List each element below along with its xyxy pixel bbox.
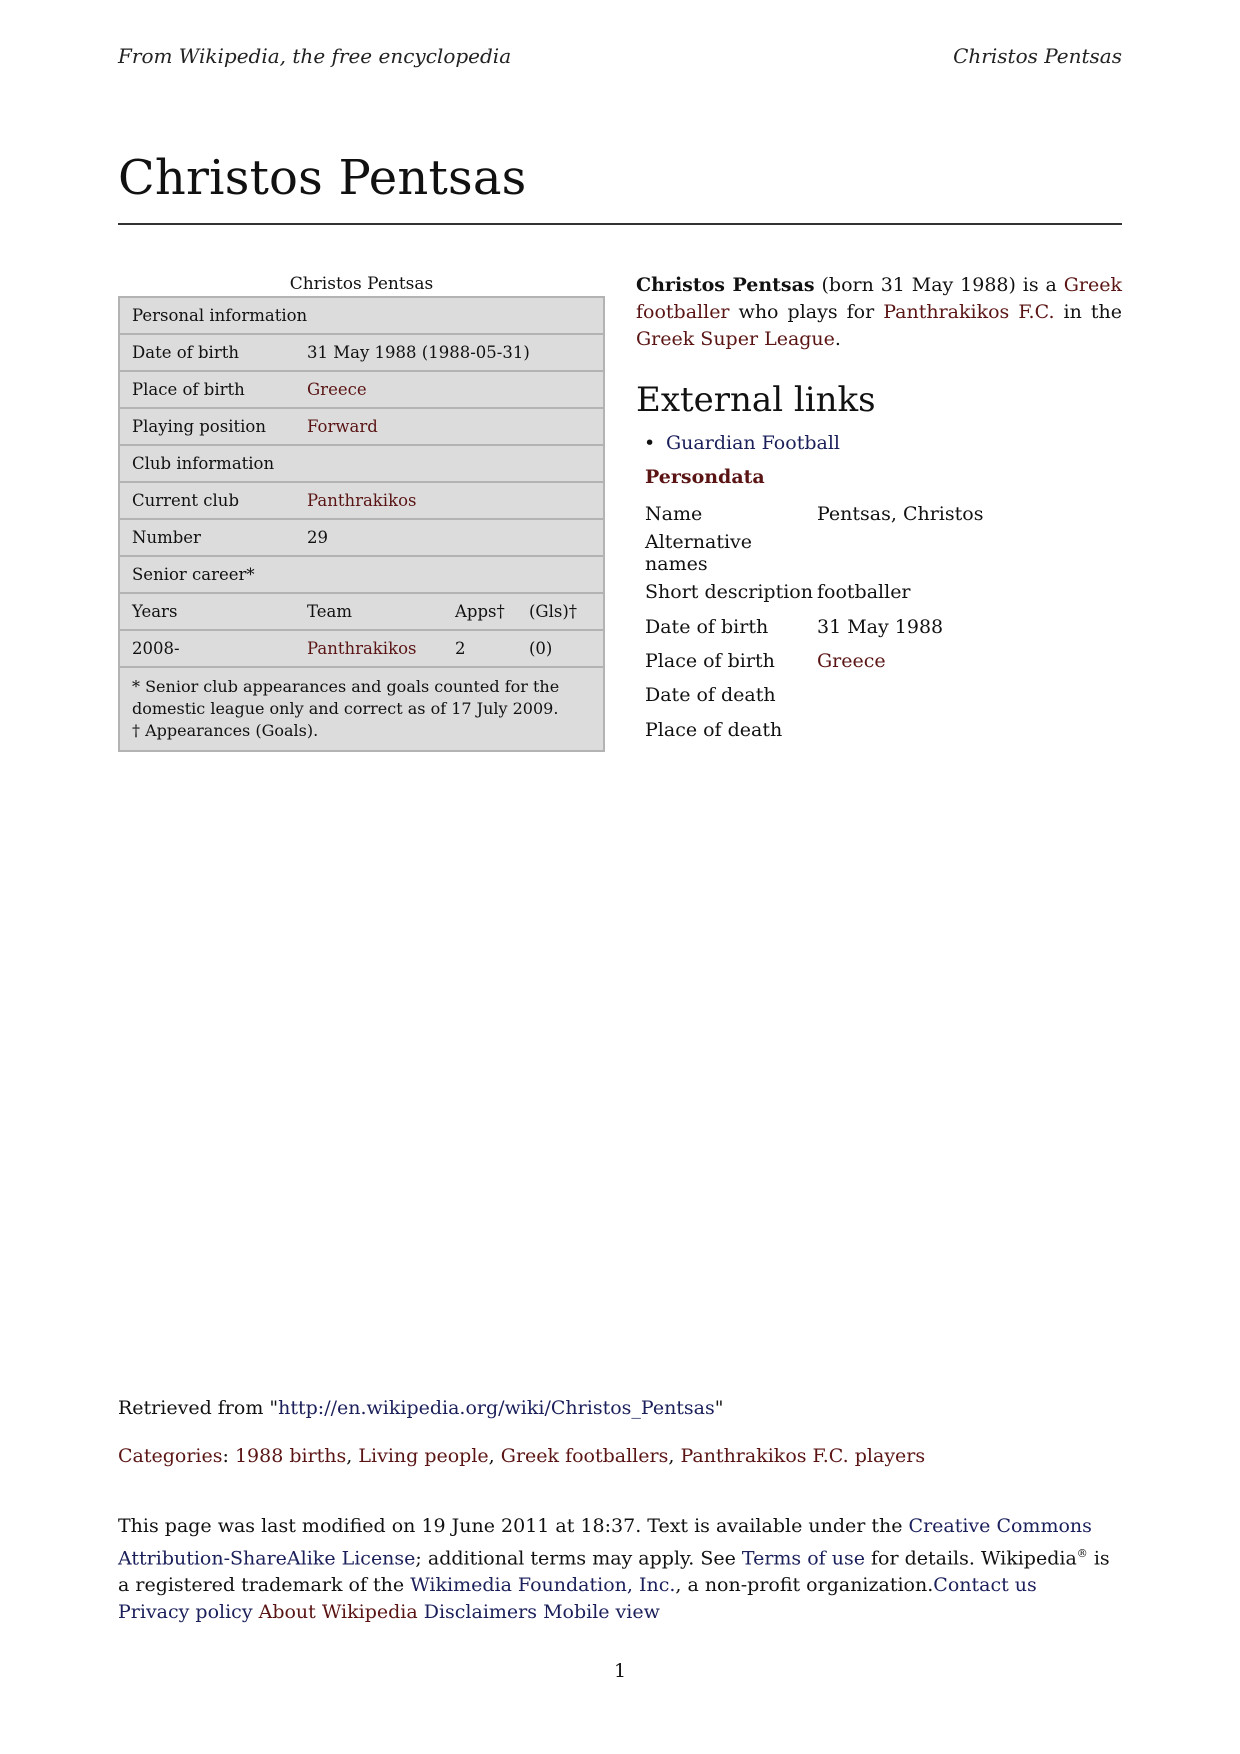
categories-bar: Categories: 1988 births, Living people, Greek footballers, Panthrakikos F.C. players bbox=[118, 1445, 926, 1467]
list-item bbox=[644, 432, 840, 454]
legal-text: ; additional terms may apply. See bbox=[415, 1547, 742, 1570]
persondata-row bbox=[645, 497, 983, 531]
career-years: 2008- bbox=[119, 630, 295, 667]
disclaimers-link[interactable]: Disclaimers bbox=[423, 1601, 538, 1624]
persondata-label: Date of birth bbox=[645, 615, 769, 638]
privacy-policy-link[interactable]: Privacy policy bbox=[118, 1601, 253, 1624]
legal-text: is a registered trademark of the bbox=[118, 1547, 1110, 1597]
intro-text: (born 31 May 1988) is a bbox=[814, 274, 1064, 296]
page-number: 1 bbox=[613, 1660, 627, 1682]
about-wikipedia-link[interactable]: About Wikipedia bbox=[258, 1601, 418, 1624]
persondata-row bbox=[645, 610, 983, 644]
infobox-table bbox=[118, 296, 605, 752]
persondata-label: Date of death bbox=[645, 684, 776, 707]
intro-text: . bbox=[834, 328, 841, 350]
infobox-caption: Christos Pentsas bbox=[289, 274, 434, 294]
infobox-section-club bbox=[119, 445, 604, 482]
infobox-section-personal bbox=[119, 297, 604, 334]
categories-label-link[interactable]: Categories bbox=[118, 1445, 223, 1467]
infobox-value: 29 bbox=[295, 519, 604, 556]
persondata-row bbox=[645, 712, 983, 746]
guardian-football-link[interactable]: Guardian Football bbox=[666, 432, 840, 454]
retrieved-from bbox=[118, 1397, 724, 1419]
persondata-value: 31 May 1988 bbox=[817, 615, 944, 638]
page-title: Christos Pentsas bbox=[118, 150, 527, 206]
infobox-section-senior-career bbox=[119, 556, 604, 593]
infobox-row-place-of-birth bbox=[119, 371, 604, 408]
infobox-label: Date of birth bbox=[119, 334, 295, 371]
cc-license-link[interactable]: Creative Commons Attribution-ShareAlike License bbox=[118, 1515, 1092, 1570]
infobox-row-playing-position bbox=[119, 408, 604, 445]
header-article-title: Christos Pentsas bbox=[953, 44, 1122, 68]
persondata-row bbox=[645, 531, 983, 575]
retrieved-text: " bbox=[714, 1397, 724, 1419]
place-of-birth-link[interactable]: Greece bbox=[307, 380, 367, 399]
panthrakikos-fc-link[interactable]: Panthrakikos F.C. bbox=[883, 301, 1055, 323]
persondata-label: Alternative names bbox=[645, 531, 753, 576]
career-team-link[interactable]: Panthrakikos bbox=[307, 639, 417, 658]
mobile-view-link[interactable]: Mobile view bbox=[543, 1601, 660, 1624]
category-link[interactable]: Panthrakikos F.C. players bbox=[680, 1445, 926, 1467]
persondata-label: Place of birth bbox=[645, 650, 775, 673]
infobox-note bbox=[119, 667, 604, 751]
retrieved-text: Retrieved from " bbox=[118, 1397, 279, 1419]
header-source: From Wikipedia, the free encyclopedia bbox=[118, 44, 512, 68]
contact-us-link[interactable]: Contact us bbox=[933, 1574, 1037, 1597]
infobox-note-line: † Appearances (Goals). bbox=[132, 721, 319, 740]
infobox-section-label: Personal information bbox=[132, 306, 308, 325]
career-header-gls: (Gls)† bbox=[517, 593, 604, 630]
external-links-heading: External links bbox=[636, 380, 876, 420]
intro-text: who plays for bbox=[729, 301, 884, 323]
persondata-value: footballer bbox=[817, 581, 911, 604]
intro-paragraph bbox=[636, 272, 1122, 353]
persondata-value bbox=[817, 531, 983, 575]
persondata-title: Persondata bbox=[645, 466, 765, 488]
infobox bbox=[118, 272, 605, 752]
persondata-value bbox=[817, 712, 983, 746]
infobox-row-number bbox=[119, 519, 604, 556]
intro-text: in the bbox=[1054, 301, 1123, 323]
career-gls: (0) bbox=[517, 630, 604, 667]
terms-of-use-link[interactable]: Terms of use bbox=[741, 1547, 865, 1570]
persondata-value: Pentsas, Christos bbox=[817, 503, 984, 526]
infobox-note-line: * Senior club appearances and goals counted for the domestic league only and correct as of 17 July 2009. bbox=[132, 677, 560, 718]
career-header-row bbox=[119, 593, 604, 630]
persondata-label: Name bbox=[645, 503, 703, 526]
bullet-icon: • bbox=[644, 432, 656, 454]
persondata-label: Place of death bbox=[645, 718, 783, 741]
persondata-row bbox=[645, 575, 983, 609]
infobox-section-label: Senior career* bbox=[119, 556, 604, 593]
category-link[interactable]: Greek footballers bbox=[500, 1445, 669, 1467]
career-header-team: Team bbox=[295, 593, 443, 630]
career-header-years: Years bbox=[119, 593, 295, 630]
playing-position-link[interactable]: Forward bbox=[307, 417, 378, 436]
greek-super-league-link[interactable]: Greek Super League bbox=[636, 328, 835, 350]
persondata-value bbox=[817, 678, 983, 712]
category-link[interactable]: 1988 births bbox=[234, 1445, 347, 1467]
infobox-section-label: Club information bbox=[119, 445, 604, 482]
subject-name: Christos Pentsas bbox=[636, 274, 815, 296]
source-url-link[interactable]: http://en.wikipedia.org/wiki/Christos_Pentsas bbox=[278, 1397, 715, 1419]
persondata-place-link[interactable]: Greece bbox=[817, 650, 886, 673]
infobox-label: Current club bbox=[119, 482, 295, 519]
infobox-note-row bbox=[119, 667, 604, 751]
infobox-label: Place of birth bbox=[119, 371, 295, 408]
legal-text: for details. Wikipedia bbox=[864, 1547, 1077, 1570]
legal-text: , a non-profit organization. bbox=[675, 1574, 934, 1597]
infobox-label: Number bbox=[119, 519, 295, 556]
greek-footballer-link[interactable]: Greek footballer bbox=[636, 274, 1122, 323]
persondata-label: Short description bbox=[645, 581, 813, 604]
wikimedia-foundation-link[interactable]: Wikimedia Foundation, Inc. bbox=[410, 1574, 676, 1597]
persondata-table bbox=[645, 497, 983, 747]
current-club-link[interactable]: Panthrakikos bbox=[307, 491, 417, 510]
career-header-apps: Apps† bbox=[443, 593, 517, 630]
career-apps: 2 bbox=[443, 630, 517, 667]
career-row bbox=[119, 630, 604, 667]
external-links-list bbox=[644, 432, 840, 454]
persondata-row bbox=[645, 644, 983, 678]
running-header bbox=[118, 44, 1122, 74]
legal-footer bbox=[118, 1513, 1122, 1626]
registered-mark: ® bbox=[1076, 1547, 1088, 1560]
infobox-row-current-club bbox=[119, 482, 604, 519]
infobox-row-date-of-birth bbox=[119, 334, 604, 371]
infobox-label: Playing position bbox=[119, 408, 295, 445]
category-link[interactable]: Living people bbox=[358, 1445, 489, 1467]
infobox-value: 31 May 1988 (1988-05-31) bbox=[295, 334, 604, 371]
title-divider bbox=[118, 223, 1122, 225]
persondata-row bbox=[645, 678, 983, 712]
legal-text: This page was last modified on 19 June 2011 at 18:37. Text is available under the bbox=[118, 1515, 909, 1537]
